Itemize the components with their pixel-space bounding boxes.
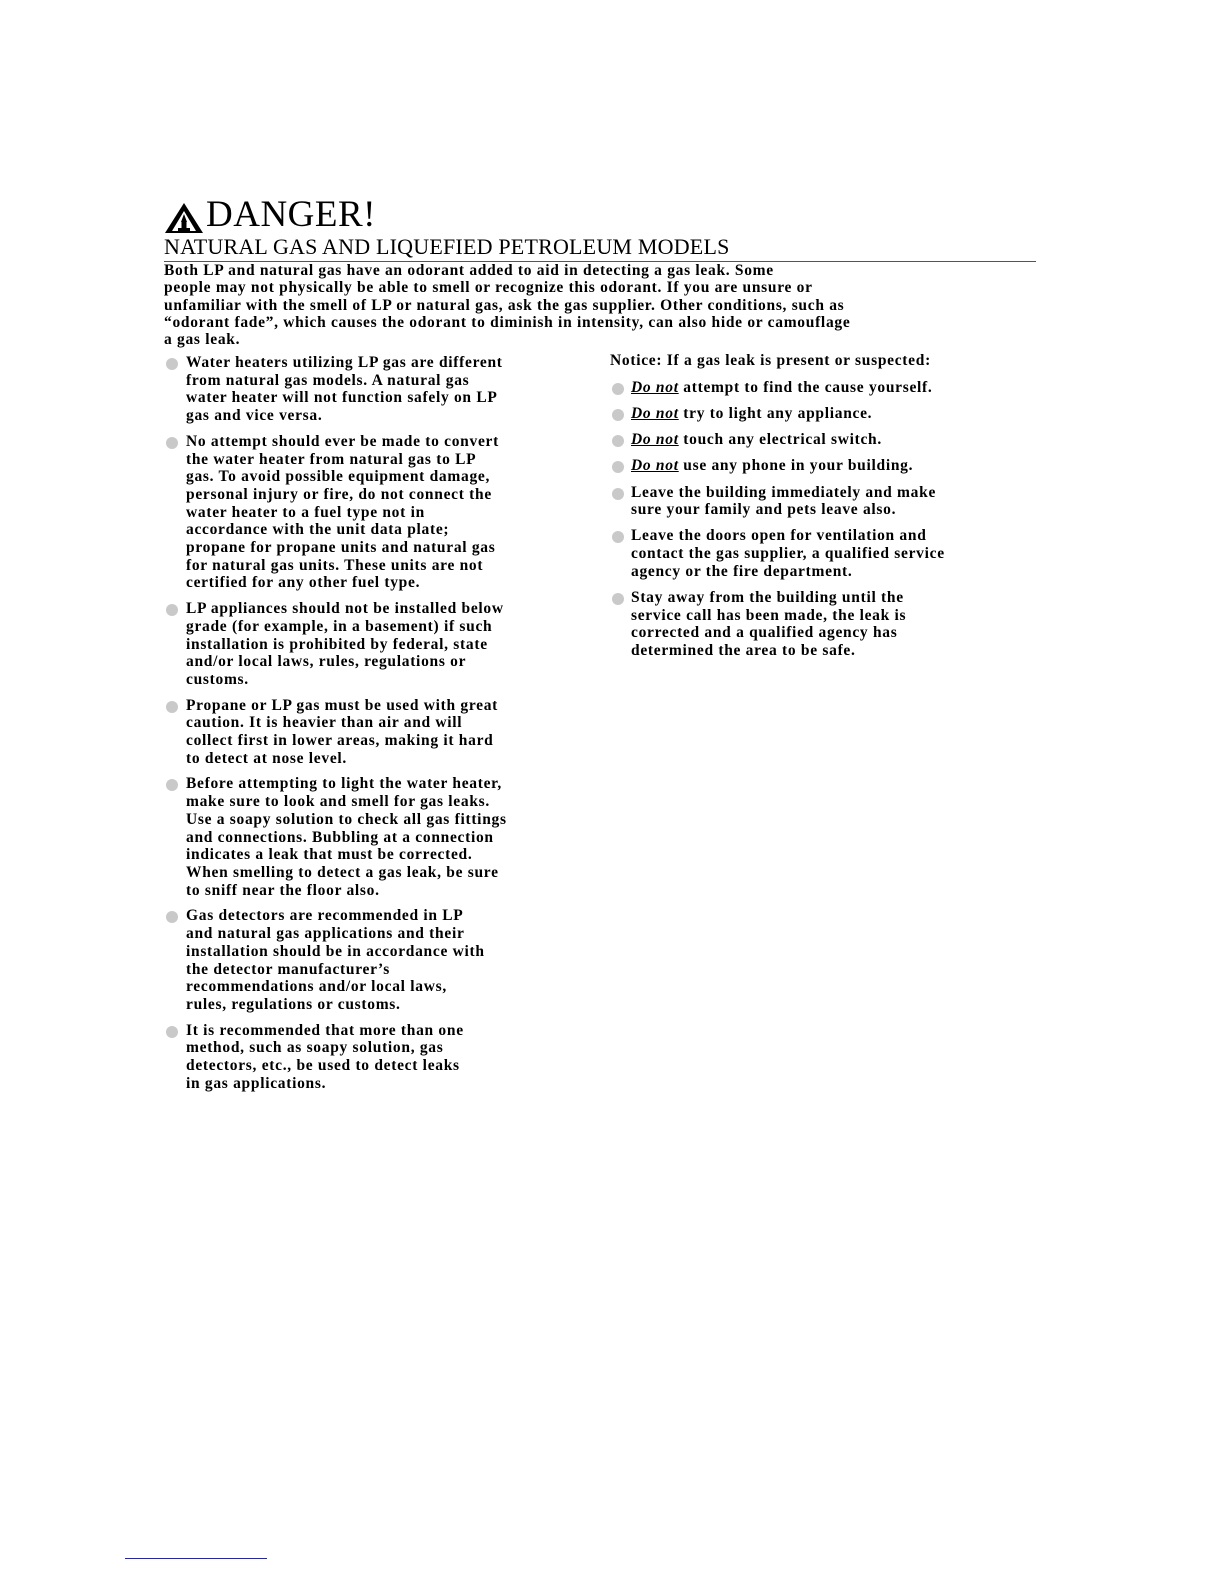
- list-item-text: use any phone in your building.: [678, 457, 914, 475]
- intro-line: Both LP and natural gas have an odorant added to aid in detecting a gas leak. Some: [164, 262, 774, 279]
- list-item-line: accordance with the unit data plate;: [186, 521, 450, 539]
- list-item-line: Stay away from the building until the: [631, 589, 904, 607]
- list-item-line: gas and vice versa.: [186, 407, 323, 425]
- do-not-label: Do not: [631, 404, 679, 422]
- list-item-line: [631, 431, 1030, 449]
- intro-line: a gas leak.: [164, 331, 241, 349]
- list-item-line: water heater will not function safely on LP: [186, 389, 498, 407]
- notice-heading: Notice: If a gas leak is present or suspected:: [610, 352, 931, 369]
- list-item-line: It is recommended that more than one: [186, 1021, 464, 1039]
- list-item-line: service call has been made, the leak is: [631, 606, 907, 624]
- warning-triangle-icon: [164, 202, 204, 234]
- danger-header: [164, 196, 1036, 262]
- list-item: [610, 527, 1030, 580]
- intro-line: “odorant fade”, which causes the odorant to diminish in intensity, can also hide or camouflage: [164, 313, 851, 331]
- list-item: [164, 775, 594, 899]
- bullet-icon: [612, 461, 624, 473]
- list-item-line: Leave the building immediately and make: [631, 483, 937, 501]
- list-item-line: from natural gas models. A natural gas: [186, 371, 470, 389]
- list-item-line: for natural gas units. These units are not: [186, 556, 484, 574]
- list-item: [610, 457, 1030, 475]
- list-item: [610, 405, 1030, 423]
- bullet-icon: [166, 604, 178, 616]
- list-item-line: No attempt should ever be made to convert: [186, 432, 499, 450]
- list-item-line: personal injury or fire, do not connect the: [186, 485, 492, 503]
- list-item-line: [631, 405, 1030, 423]
- danger-title-row: [164, 196, 1036, 234]
- list-item-line: LP appliances should not be installed below: [186, 600, 504, 618]
- intro-line: people may not physically be able to smell or recognize this odorant. If you are unsure or: [164, 279, 813, 297]
- list-item-line: certified for any other fuel type.: [186, 574, 421, 592]
- list-item: [610, 431, 1030, 449]
- list-item-line: and natural gas applications and their: [186, 925, 465, 943]
- list-item: [610, 589, 1030, 660]
- list-item: [164, 354, 594, 425]
- list-item-line: detectors, etc., be used to detect leaks: [186, 1057, 460, 1075]
- left-column: [164, 354, 594, 1100]
- list-item-line: and connections. Bubbling at a connection: [186, 828, 494, 846]
- list-item-line: make sure to look and smell for gas leaks.: [186, 793, 490, 811]
- list-item: [164, 600, 594, 689]
- do-not-label: Do not: [631, 457, 679, 475]
- list-item-text: try to light any appliance.: [678, 404, 873, 422]
- list-item-line: the water heater from natural gas to LP: [186, 450, 477, 468]
- list-item-line: water heater to a fuel type not in: [186, 503, 425, 521]
- list-item-line: Leave the doors open for ventilation and: [631, 527, 927, 545]
- bullet-icon: [166, 437, 178, 449]
- list-item: [164, 433, 594, 592]
- list-item-line: corrected and a qualified agency has: [631, 624, 898, 642]
- bullet-icon: [166, 779, 178, 791]
- list-item-line: installation should be in accordance with: [186, 942, 485, 960]
- list-item-line: Use a soapy solution to check all gas fittings: [186, 810, 507, 828]
- bullet-icon: [612, 383, 624, 395]
- list-item-line: recommendations and/or local laws,: [186, 978, 447, 996]
- bullet-icon: [612, 409, 624, 421]
- list-item-line: the detector manufacturer’s: [186, 960, 390, 978]
- danger-title: DANGER!: [206, 194, 376, 235]
- list-item-line: Gas detectors are recommended in LP: [186, 907, 464, 925]
- list-item-line: to detect at nose level.: [186, 749, 347, 767]
- bullet-icon: [166, 1026, 178, 1038]
- list-item-line: propane for propane units and natural gas: [186, 539, 496, 557]
- do-not-label: Do not: [631, 431, 679, 449]
- list-item-line: customs.: [186, 670, 249, 688]
- list-item-line: rules, regulations or customs.: [186, 995, 401, 1013]
- list-item-line: in gas applications.: [186, 1074, 327, 1092]
- list-item-line: Water heaters utilizing LP gas are different: [186, 354, 503, 371]
- intro-line: unfamiliar with the smell of LP or natural gas, ask the gas supplier. Other conditions, such as: [164, 296, 845, 314]
- intro-paragraph: [164, 262, 1036, 348]
- list-item-line: Propane or LP gas must be used with great: [186, 696, 499, 714]
- list-item: [610, 484, 1030, 519]
- list-item-line: collect first in lower areas, making it hard: [186, 732, 494, 750]
- list-item-line: installation is prohibited by federal, state: [186, 635, 488, 653]
- bullet-icon: [612, 488, 624, 500]
- list-item-line: contact the gas supplier, a qualified service: [631, 545, 945, 563]
- footnote-divider: [125, 1558, 267, 1559]
- list-item-line: Before attempting to light the water heater,: [186, 775, 502, 793]
- bullet-icon: [166, 358, 178, 370]
- list-item-line: caution. It is heavier than air and will: [186, 714, 463, 732]
- list-item-text: touch any electrical switch.: [678, 431, 882, 449]
- list-item-line: to sniff near the floor also.: [186, 881, 380, 899]
- list-item-line: and/or local laws, rules, regulations or: [186, 653, 467, 671]
- section-subtitle: NATURAL GAS AND LIQUEFIED PETROLEUM MODELS: [164, 234, 1036, 262]
- list-item-text: attempt to find the cause yourself.: [678, 378, 933, 396]
- list-item-line: indicates a leak that must be corrected.: [186, 846, 473, 864]
- bullet-icon: [612, 435, 624, 447]
- list-item-line: sure your family and pets leave also.: [631, 501, 897, 519]
- list-item-line: gas. To avoid possible equipment damage,: [186, 468, 491, 486]
- list-item-line: When smelling to detect a gas leak, be sure: [186, 863, 499, 881]
- list-item-line: [631, 457, 1030, 475]
- list-item: [164, 1022, 594, 1093]
- list-item-line: determined the area to be safe.: [631, 642, 856, 660]
- do-not-label: Do not: [631, 378, 679, 396]
- list-item: [164, 697, 594, 768]
- list-item: [164, 907, 594, 1013]
- bullet-icon: [612, 593, 624, 605]
- list-item-line: grade (for example, in a basement) if such: [186, 617, 493, 635]
- right-column: [610, 352, 1030, 668]
- list-item-line: method, such as soapy solution, gas: [186, 1039, 444, 1057]
- bullet-icon: [612, 531, 624, 543]
- bullet-icon: [166, 701, 178, 713]
- bullet-icon: [166, 911, 178, 923]
- list-item-line: agency or the fire department.: [631, 562, 853, 580]
- list-item-line: [631, 379, 1030, 397]
- list-item: [610, 379, 1030, 397]
